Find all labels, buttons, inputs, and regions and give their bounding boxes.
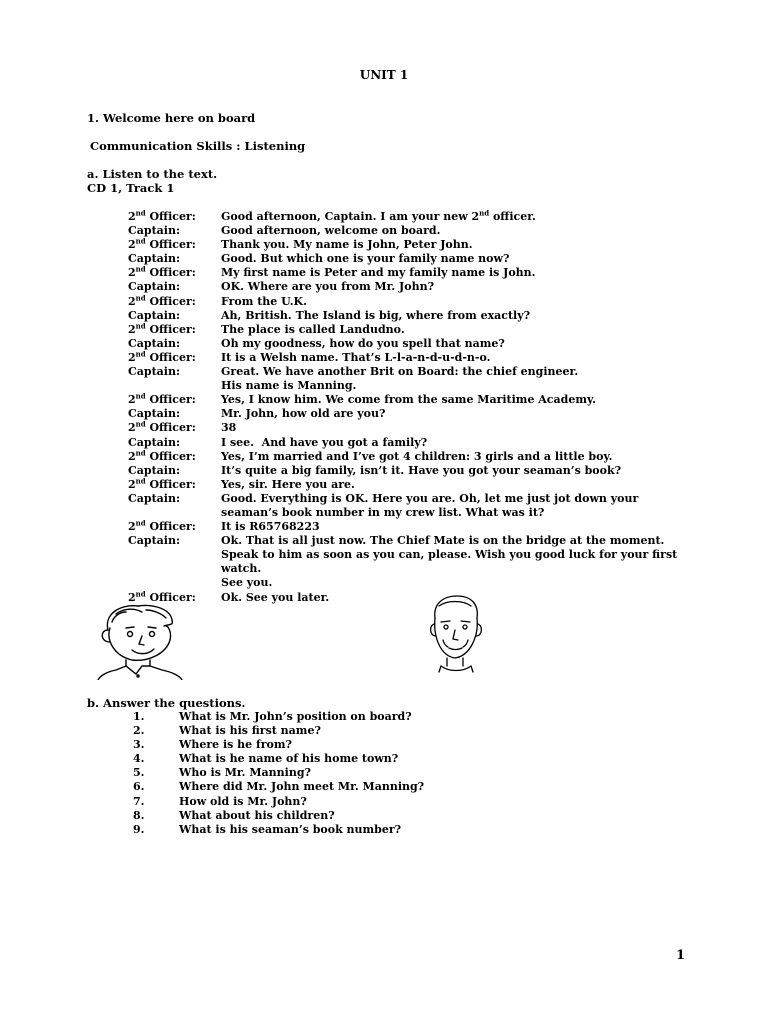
- young-man-illustration: [86, 600, 216, 680]
- question-item: [133, 752, 424, 766]
- dialogue-speaker: 2nd Officer:: [128, 476, 196, 491]
- dialogue-line: [128, 351, 688, 365]
- question-number: 5.: [133, 766, 145, 780]
- dialogue-speaker: Captain:: [128, 252, 181, 266]
- dialogue-speaker: Captain:: [128, 336, 181, 350]
- dialogue-line: [128, 492, 688, 520]
- dialogue-speaker: 2nd Officer:: [128, 419, 196, 435]
- older-man-illustration: [413, 590, 498, 682]
- part-a-title: a. Listen to the text.: [87, 167, 218, 181]
- question-text: Who is Mr. Manning?: [179, 766, 311, 780]
- dialogue-text: I see. And have you got a family?: [221, 435, 428, 449]
- question-text: What is he name of his home town?: [179, 752, 399, 766]
- question-item: [133, 710, 424, 724]
- question-number: 3.: [133, 738, 145, 752]
- question-text: What about his children?: [179, 808, 335, 822]
- question-item: [133, 809, 424, 823]
- dialogue-line: [128, 280, 688, 294]
- dialogue-line: [128, 534, 688, 590]
- dialogue-line: [128, 323, 688, 337]
- dialogue-line: [128, 309, 688, 323]
- dialogue-text: Ah, British. The Island is big, where from exactly?: [221, 308, 531, 322]
- dialogue-text: Yes, I know him. We come from the same Maritime Academy.: [221, 393, 596, 407]
- dialogue-line: [128, 224, 688, 238]
- dialogue-text: Oh my goodness, how do you spell that name?: [221, 336, 505, 350]
- dialogue-speaker: 2nd Officer:: [128, 321, 196, 336]
- question-item: [133, 823, 424, 837]
- dialogue-text: Yes, I’m married and I’ve got 4 children: 3 girls and a little boy.: [221, 449, 613, 463]
- dialogue-text: Yes, sir. Here you are.: [221, 477, 355, 491]
- question-item: [133, 795, 424, 809]
- dialogue-text: Thank you. My name is John, Peter John.: [221, 238, 473, 252]
- question-number: 7.: [133, 794, 145, 808]
- dialogue-speaker: Captain:: [128, 463, 181, 477]
- question-item: [133, 724, 424, 738]
- dialogue-line: [128, 478, 688, 492]
- dialogue-speaker: 2nd Officer:: [128, 208, 196, 223]
- dialogue-line: [128, 520, 688, 534]
- section-title: 1. Welcome here on board: [87, 111, 256, 125]
- dialogue-text: Great. We have another Brit on Board: the chief engineer. His name is Manning.: [221, 365, 579, 393]
- question-text: Where did Mr. John meet Mr. Manning?: [179, 780, 425, 794]
- dialogue-speaker: 2nd Officer:: [128, 349, 196, 364]
- question-item: [133, 766, 424, 780]
- question-item: [133, 780, 424, 794]
- dialogue-text: From the U.K.: [221, 294, 307, 308]
- dialogue-text: It’s quite a big family, isn’t it. Have you got your seaman’s book?: [221, 463, 622, 477]
- dialogue-speaker: 2nd Officer:: [128, 264, 196, 280]
- dialogue-text: It is a Welsh name. That’s L-l-a-n-d-u-d-n-o.: [221, 350, 491, 364]
- dialogue-line: [128, 365, 688, 393]
- dialogue-text: It is R65768223: [221, 520, 320, 534]
- question-text: What is Mr. John’s position on board?: [179, 710, 412, 723]
- dialogue-speaker: Captain:: [128, 280, 181, 294]
- dialogue-speaker: 2nd Officer:: [128, 391, 196, 407]
- dialogue-line: [128, 210, 688, 224]
- question-number: 6.: [133, 780, 145, 794]
- dialogue-text: 38: [221, 421, 237, 435]
- dialogue-speaker: Captain:: [128, 435, 181, 449]
- question-item: [133, 738, 424, 752]
- dialogue-speaker: Captain:: [128, 534, 181, 548]
- track-label: CD 1, Track 1: [87, 181, 175, 195]
- dialogue-line: [128, 393, 688, 407]
- question-number: 9.: [133, 822, 145, 836]
- dialogue-speaker: Captain:: [128, 407, 181, 421]
- question-text: What is his first name?: [179, 724, 321, 738]
- question-number: 4.: [133, 752, 145, 766]
- dialogue: [128, 210, 688, 605]
- dialogue-speaker: Captain:: [128, 308, 181, 322]
- dialogue-line: [128, 436, 688, 450]
- dialogue-speaker: Captain:: [128, 224, 181, 238]
- dialogue-text: Good. Everything is OK. Here you are. Oh, let me just jot down your seaman’s book number in my crew list. What was it?: [221, 491, 639, 519]
- dialogue-line: [128, 337, 688, 351]
- dialogue-text: Ok. That is all just now. The Chief Mate is on the bridge at the moment. Speak to him as soon as you can, please. Wish you good luck for your first watch. See you.: [221, 534, 678, 590]
- dialogue-line: [128, 292, 688, 309]
- dialogue-text: The place is called Landudno.: [221, 322, 405, 336]
- dialogue-line: [128, 266, 688, 280]
- dialogue-speaker: Captain:: [128, 365, 181, 379]
- question-number: 1.: [133, 710, 145, 723]
- dialogue-text: OK. Where are you from Mr. John?: [221, 280, 435, 294]
- question-number: 8.: [133, 808, 145, 822]
- dialogue-text: Ok. See you later.: [221, 590, 330, 604]
- skill-title: Communication Skills : Listening: [90, 139, 306, 153]
- question-text: Where is he from?: [179, 738, 292, 752]
- dialogue-text: Good. But which one is your family name now?: [221, 252, 510, 266]
- dialogue-line: [128, 447, 688, 464]
- dialogue-text: Mr. John, how old are you?: [221, 407, 386, 421]
- dialogue-line: [128, 252, 688, 266]
- dialogue-speaker: Captain:: [128, 491, 181, 505]
- dialogue-text: Good afternoon, Captain. I am your new 2nd officer.: [221, 208, 536, 223]
- dialogue-speaker: 2nd Officer:: [128, 518, 196, 534]
- dialogue-speaker: 2nd Officer:: [128, 447, 196, 463]
- dialogue-line: [128, 407, 688, 421]
- part-b-title: b. Answer the questions.: [87, 696, 246, 710]
- dialogue-line: [128, 421, 688, 435]
- question-text: How old is Mr. John?: [179, 794, 307, 808]
- dialogue-speaker: 2nd Officer:: [128, 292, 196, 308]
- question-text: What is his seaman’s book number?: [179, 822, 402, 836]
- dialogue-line: [128, 464, 688, 478]
- unit-title: UNIT 1: [359, 68, 409, 82]
- dialogue-text: My first name is Peter and my family name is John.: [221, 266, 536, 280]
- dialogue-speaker: 2nd Officer:: [128, 236, 196, 252]
- question-list: [133, 710, 424, 837]
- dialogue-line: [128, 238, 688, 252]
- dialogue-text: Good afternoon, welcome on board.: [221, 224, 441, 238]
- question-number: 2.: [133, 724, 145, 738]
- page-number: 1: [676, 948, 686, 963]
- dialogue-speaker: 2nd Officer:: [128, 588, 196, 604]
